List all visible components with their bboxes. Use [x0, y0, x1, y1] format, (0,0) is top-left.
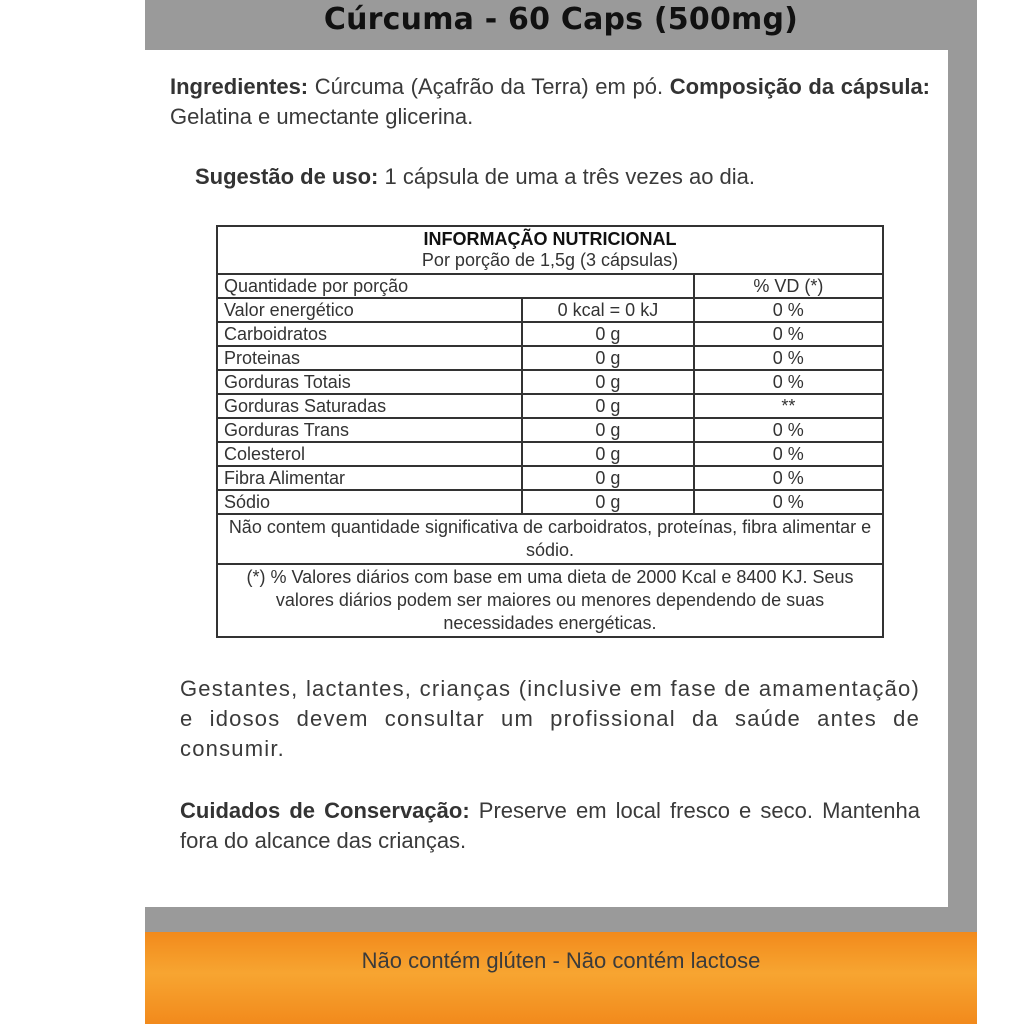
- nutrition-note-2: (*) % Valores diários com base em uma dieta de 2000 Kcal e 8400 KJ. Seus valores diários podem ser maiores ou menores dependendo de suas necessidades energéticas.: [217, 564, 883, 637]
- usage-text: 1 cápsula de uma a três vezes ao dia.: [378, 164, 756, 189]
- nutrient-amount: 0 g: [522, 346, 693, 370]
- nutrient-name: Gorduras Trans: [217, 418, 522, 442]
- ingredients-text: Cúrcuma (Açafrão da Terra) em pó.: [308, 74, 670, 99]
- nutrient-vd: 0 %: [694, 466, 883, 490]
- nutrition-row: [217, 418, 883, 442]
- nutrient-name: Fibra Alimentar: [217, 466, 522, 490]
- nutrient-vd: 0 %: [694, 346, 883, 370]
- nutrition-row: [217, 346, 883, 370]
- nutrition-row: [217, 442, 883, 466]
- nutrient-name: Carboidratos: [217, 322, 522, 346]
- nutrient-amount: 0 g: [522, 442, 693, 466]
- nutrient-amount: 0 g: [522, 466, 693, 490]
- nutrient-amount: 0 g: [522, 394, 693, 418]
- care-paragraph: [180, 796, 920, 856]
- ingredients-label: Ingredientes:: [170, 74, 309, 99]
- col-qty-header: Quantidade por porção: [217, 274, 694, 298]
- nutrient-vd: 0 %: [694, 418, 883, 442]
- nutrient-vd: 0 %: [694, 298, 883, 322]
- warning-paragraph: Gestantes, lactantes, crianças (inclusive em fase de amamentação) e idosos devem consultar um profissional da saúde antes de consumir.: [180, 676, 920, 761]
- nutrient-vd: 0 %: [694, 322, 883, 346]
- nutrition-row: [217, 298, 883, 322]
- capsule-text: Gelatina e umectante glicerina.: [170, 104, 474, 129]
- care-label: Cuidados de Conservação:: [180, 798, 470, 823]
- capsule-label: Composição da cápsula:: [669, 74, 930, 99]
- nutrient-vd: 0 %: [694, 370, 883, 394]
- nutrient-amount: 0 kcal = 0 kJ: [522, 298, 693, 322]
- nutrient-amount: 0 g: [522, 490, 693, 514]
- col-vd-header: % VD (*): [694, 274, 883, 298]
- nutrition-note-row: [217, 564, 883, 637]
- nutrient-amount: 0 g: [522, 322, 693, 346]
- nutrition-header: [217, 226, 883, 274]
- nutrient-vd: **: [694, 394, 883, 418]
- nutrition-row: [217, 394, 883, 418]
- product-title: Cúrcuma - 60 Caps (500mg): [323, 2, 799, 37]
- nutrition-row: [217, 490, 883, 514]
- ingredients-paragraph: [170, 72, 930, 132]
- nutrition-table: [216, 225, 884, 638]
- nutrient-vd: 0 %: [694, 442, 883, 466]
- nutrition-row: [217, 370, 883, 394]
- nutrition-note-row: [217, 514, 883, 564]
- usage-paragraph: [195, 162, 915, 192]
- nutrient-name: Gorduras Saturadas: [217, 394, 522, 418]
- footer-text: Não contém glúten - Não contém lactose: [361, 948, 761, 973]
- nutrient-vd: 0 %: [694, 490, 883, 514]
- nutrition-serving: Por porção de 1,5g (3 cápsulas): [421, 250, 679, 270]
- nutrition-header-row: [217, 226, 883, 274]
- nutrient-name: Valor energético: [217, 298, 522, 322]
- care-text: Preserve em local fresco e seco. Mantenha fora do alcance das crianças.: [180, 798, 920, 853]
- nutrition-row: [217, 322, 883, 346]
- nutrition-row: [217, 466, 883, 490]
- nutrition-note-1: Não contem quantidade significativa de carboidratos, proteínas, fibra alimentar e sódio.: [217, 514, 883, 564]
- nutrition-heading: INFORMAÇÃO NUTRICIONAL: [423, 229, 677, 249]
- title-bar: [145, 0, 977, 50]
- footer-band: [145, 932, 977, 1024]
- nutrient-name: Proteinas: [217, 346, 522, 370]
- nutrient-amount: 0 g: [522, 370, 693, 394]
- nutrient-amount: 0 g: [522, 418, 693, 442]
- nutrient-name: Colesterol: [217, 442, 522, 466]
- nutrient-name: Gorduras Totais: [217, 370, 522, 394]
- nutrition-column-row: [217, 274, 883, 298]
- usage-label: Sugestão de uso:: [195, 164, 379, 189]
- nutrient-name: Sódio: [217, 490, 522, 514]
